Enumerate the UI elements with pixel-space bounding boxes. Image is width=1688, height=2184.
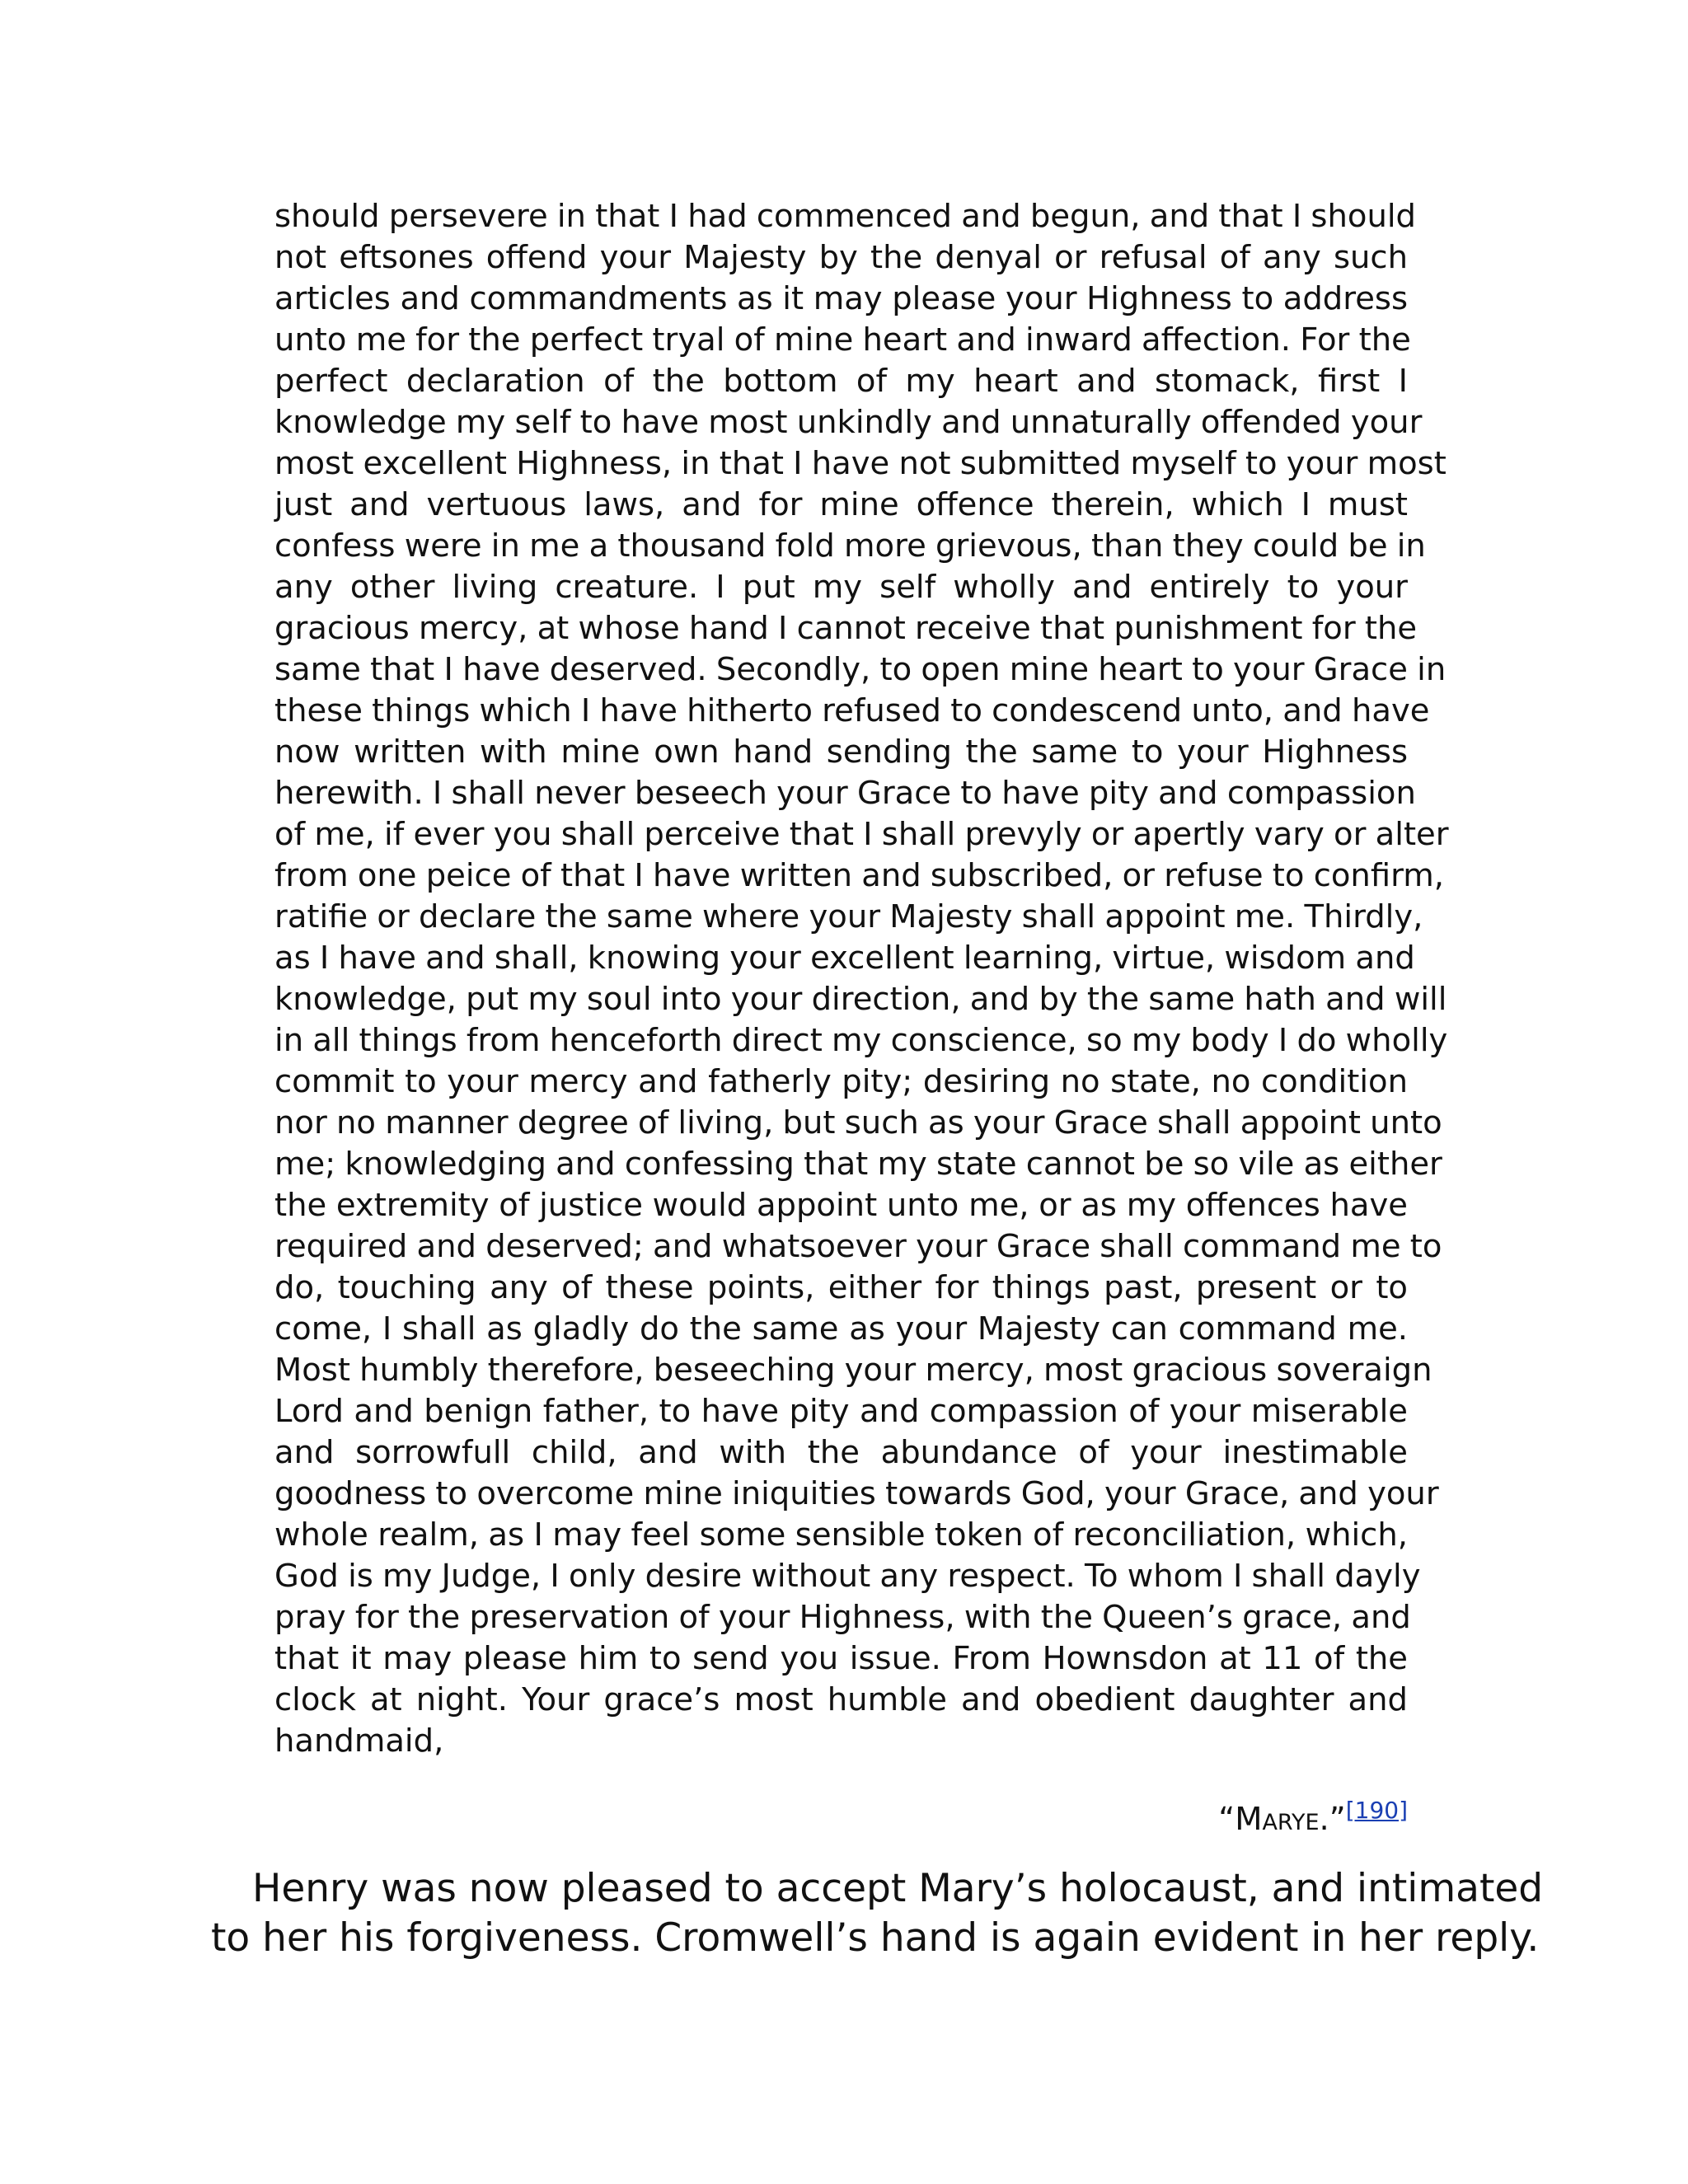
narrative-line: Henry was now pleased to accept Mary’s holocaust, and intimated [252,1866,1544,1911]
letter-line: unto me for the perfect tryal of mine heart and inward affection. For the [274,321,1411,359]
letter-line: that it may please him to send you issue. From Hownsdon at 11 of the [274,1640,1408,1677]
letter-line: pray for the preservation of your Highness, with the Queen’s grace, and [274,1599,1411,1636]
letter-line: God is my Judge, I only desire without any respect. To whom I shall dayly [274,1558,1421,1595]
letter-line: same that I have deserved. Secondly, to open mine heart to your Grace in [274,651,1447,688]
footnote-link[interactable]: [190] [1345,1797,1408,1824]
signature-name: “Marye.” [1218,1801,1346,1838]
letter-line: perfect declaration of the bottom of my heart and stomack, first I [274,363,1408,400]
letter-line: now written with mine own hand sending the same to your Highness [274,733,1408,771]
letter-line: Lord and benign father, to have pity and compassion of your miserable [274,1393,1408,1430]
letter-line: not eftsones offend your Majesty by the denyal or refusal of any such [274,239,1408,276]
letter-line: goodness to overcome mine iniquities towards God, your Grace, and your [274,1475,1439,1512]
letter-line: nor no manner degree of living, but such as your Grace shall appoint unto [274,1104,1442,1141]
letter-line: Most humbly therefore, beseeching your mercy, most gracious soveraign [274,1352,1432,1389]
letter-line: come, I shall as gladly do the same as your Majesty can command me. [274,1310,1408,1347]
letter-line: from one peice of that I have written and subscribed, or refuse to confirm, [274,857,1444,894]
letter-line: articles and commandments as it may please your Highness to address [274,280,1408,317]
letter-line: knowledge my self to have most unkindly and unnaturally offended your [274,404,1423,441]
letter-line: knowledge, put my soul into your direction, and by the same hath and will [274,981,1447,1018]
letter-line: clock at night. Your grace’s most humble and obedient daughter and [274,1681,1408,1718]
narrative-line: to her his forgiveness. Cromwell’s hand is again evident in her reply. [211,1915,1540,1961]
letter-line: required and deserved; and whatsoever your Grace shall command me to [274,1228,1442,1265]
letter-line: of me, if ever you shall perceive that I shall prevyly or apertly vary or alter [274,816,1449,853]
letter-line: whole realm, as I may feel some sensible token of reconciliation, which, [274,1516,1408,1554]
letter-line: as I have and shall, knowing your excellent learning, virtue, wisdom and [274,940,1415,977]
letter-line: and sorrowfull child, and with the abundance of your inestimable [274,1434,1408,1471]
letter-line: in all things from henceforth direct my conscience, so my body I do wholly [274,1022,1448,1059]
letter-line: these things which I have hitherto refused to condescend unto, and have [274,692,1430,729]
letter-quote-block [274,196,1449,1762]
letter-line: gracious mercy, at whose hand I cannot receive that punishment for the [274,610,1418,647]
letter-line: most excellent Highness, in that I have not submitted myself to your most [274,445,1447,482]
narrative-paragraph [211,1864,1544,1963]
letter-line: me; knowledging and confessing that my state cannot be so vile as either [274,1146,1442,1183]
letter-line: confess were in me a thousand fold more grievous, than they could be in [274,527,1426,565]
letter-line: the extremity of justice would appoint unto me, or as my offences have [274,1187,1408,1224]
letter-signature [274,1790,1408,1840]
letter-line: any other living creature. I put my self wholly and entirely to your [274,569,1408,606]
letter-line: ratifie or declare the same where your Majesty shall appoint me. Thirdly, [274,898,1423,935]
letter-line: commit to your mercy and fatherly pity; desiring no state, no condition [274,1063,1408,1100]
letter-line: do, touching any of these points, either for things past, present or to [274,1269,1408,1306]
letter-line: handmaid, [274,1722,444,1760]
letter-line: herewith. I shall never beseech your Grace to have pity and compassion [274,775,1416,812]
letter-line: just and vertuous laws, and for mine offence therein, which I must [274,486,1408,523]
letter-line: should persevere in that I had commenced and begun, and that I should [274,198,1416,235]
